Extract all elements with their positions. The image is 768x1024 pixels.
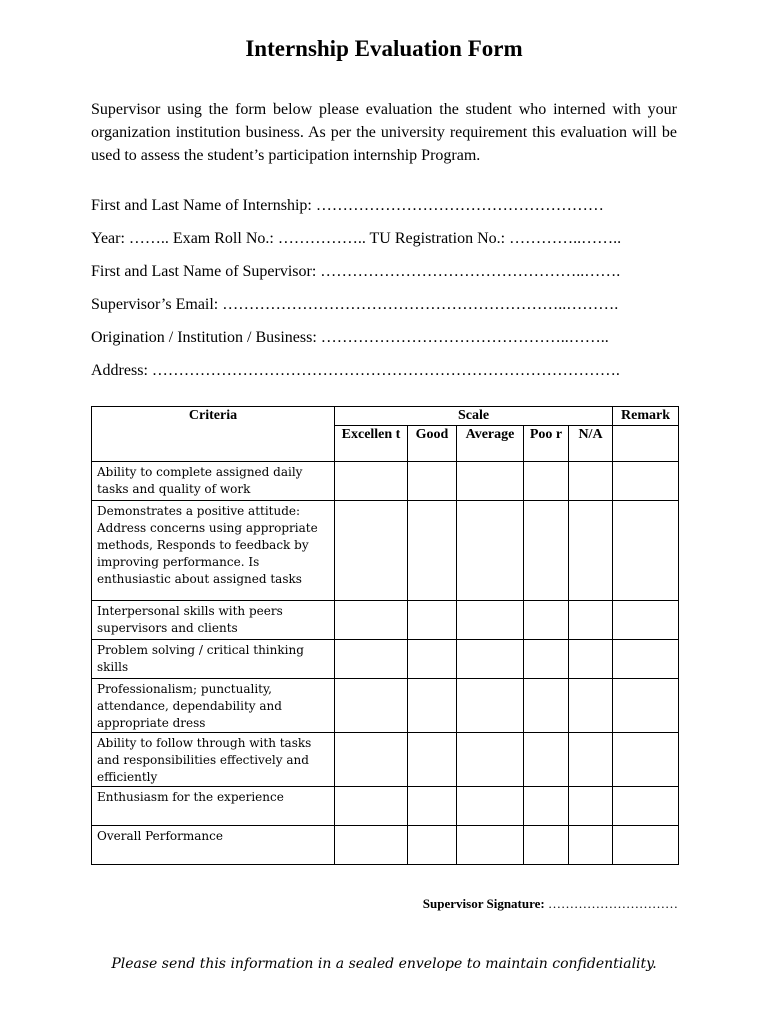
remark-cell[interactable] [613,733,679,787]
rating-cell-poor[interactable] [524,679,569,733]
remark-cell[interactable] [613,462,679,501]
remark-cell[interactable] [613,826,679,865]
rating-cell-poor[interactable] [524,826,569,865]
rating-cell-na[interactable] [569,679,613,733]
organization-field[interactable]: Origination / Institution / Business: ………………………………………..…….. [91,329,609,346]
rating-cell-na[interactable] [569,601,613,640]
criteria-header: Criteria [92,407,335,462]
criteria-cell: Ability to follow through with tasks and responsibilities effectively and efficiently [92,733,335,787]
rating-cell-average[interactable] [457,601,524,640]
scale-na-header: N/A [569,426,613,462]
intern-name-field[interactable]: First and Last Name of Internship: ……………………………………………… [91,197,604,214]
criteria-cell: Enthusiasm for the experience [92,787,335,826]
table-row [92,462,679,501]
remark-cell[interactable] [613,679,679,733]
rating-cell-poor[interactable] [524,462,569,501]
rating-cell-poor[interactable] [524,501,569,601]
scale-header: Scale [335,407,613,426]
rating-cell-good[interactable] [408,787,457,826]
year-roll-registration-field[interactable]: Year: …….. Exam Roll No.: …………….. TU Registration No.: …………..…….. [91,230,622,247]
rating-cell-na[interactable] [569,462,613,501]
criteria-cell: Interpersonal skills with peers supervisors and clients [92,601,335,640]
rating-cell-na[interactable] [569,640,613,679]
info-fields [91,194,691,392]
rating-cell-average[interactable] [457,787,524,826]
signature-line[interactable]: ………………………… [548,896,678,911]
scale-poor-header: Poo r [524,426,569,462]
criteria-cell: Problem solving / critical thinking skills [92,640,335,679]
rating-cell-poor[interactable] [524,787,569,826]
rating-cell-excellent[interactable] [335,640,408,679]
rating-cell-average[interactable] [457,826,524,865]
rating-cell-good[interactable] [408,462,457,501]
supervisor-signature [300,896,678,912]
rating-cell-average[interactable] [457,462,524,501]
remark-subheader [613,426,679,462]
rating-cell-average[interactable] [457,640,524,679]
criteria-cell: Professionalism; punctuality, attendance, dependability and appropriate dress [92,679,335,733]
criteria-cell: Ability to complete assigned daily tasks and quality of work [92,462,335,501]
rating-cell-excellent[interactable] [335,501,408,601]
table-row [92,501,679,601]
scale-good-header: Good [408,426,457,462]
table-row [92,640,679,679]
table-row [92,787,679,826]
rating-cell-excellent[interactable] [335,733,408,787]
rating-cell-average[interactable] [457,733,524,787]
criteria-cell: Overall Performance [92,826,335,865]
rating-cell-good[interactable] [408,640,457,679]
scale-average-header: Average [457,426,524,462]
rating-cell-good[interactable] [408,501,457,601]
rating-cell-na[interactable] [569,787,613,826]
table-row [92,679,679,733]
criteria-cell: Demonstrates a positive attitude: Address concerns using appropriate methods, Responds to feedback by improving performance. Is enthusiastic about assigned tasks [92,501,335,601]
rating-cell-excellent[interactable] [335,679,408,733]
rating-cell-poor[interactable] [524,640,569,679]
rating-cell-good[interactable] [408,733,457,787]
rating-cell-na[interactable] [569,733,613,787]
rating-cell-excellent[interactable] [335,826,408,865]
remark-header: Remark [613,407,679,426]
evaluation-table [91,406,679,865]
supervisor-email-field[interactable]: Supervisor’s Email: ………………………………………………………..………. [91,296,619,313]
table-row [92,601,679,640]
address-field[interactable]: Address: ……………………………………………………………………………. [91,362,620,379]
form-title: Internship Evaluation Form [245,36,523,61]
remark-cell[interactable] [613,501,679,601]
rating-cell-poor[interactable] [524,733,569,787]
rating-cell-good[interactable] [408,826,457,865]
rating-cell-excellent[interactable] [335,787,408,826]
rating-cell-average[interactable] [457,501,524,601]
remark-cell[interactable] [613,601,679,640]
signature-label: Supervisor Signature: [422,896,545,911]
rating-cell-average[interactable] [457,679,524,733]
rating-cell-good[interactable] [408,679,457,733]
rating-cell-na[interactable] [569,501,613,601]
scale-excellent-header: Excellen t [335,426,408,462]
rating-cell-good[interactable] [408,601,457,640]
remark-cell[interactable] [613,787,679,826]
table-row [92,733,679,787]
intro-paragraph: Supervisor using the form below please evaluation the student who interned with your organization institution business. As per the university requirement this evaluation will be used to assess the student’s participation internship Program. [91,101,677,164]
confidentiality-note: Please send this information in a sealed envelope to maintain confidentiality. [111,956,657,972]
supervisor-name-field[interactable]: First and Last Name of Supervisor: …………………………………………..……. [91,263,621,280]
rating-cell-na[interactable] [569,826,613,865]
rating-cell-poor[interactable] [524,601,569,640]
remark-cell[interactable] [613,640,679,679]
table-row [92,826,679,865]
rating-cell-excellent[interactable] [335,601,408,640]
rating-cell-excellent[interactable] [335,462,408,501]
